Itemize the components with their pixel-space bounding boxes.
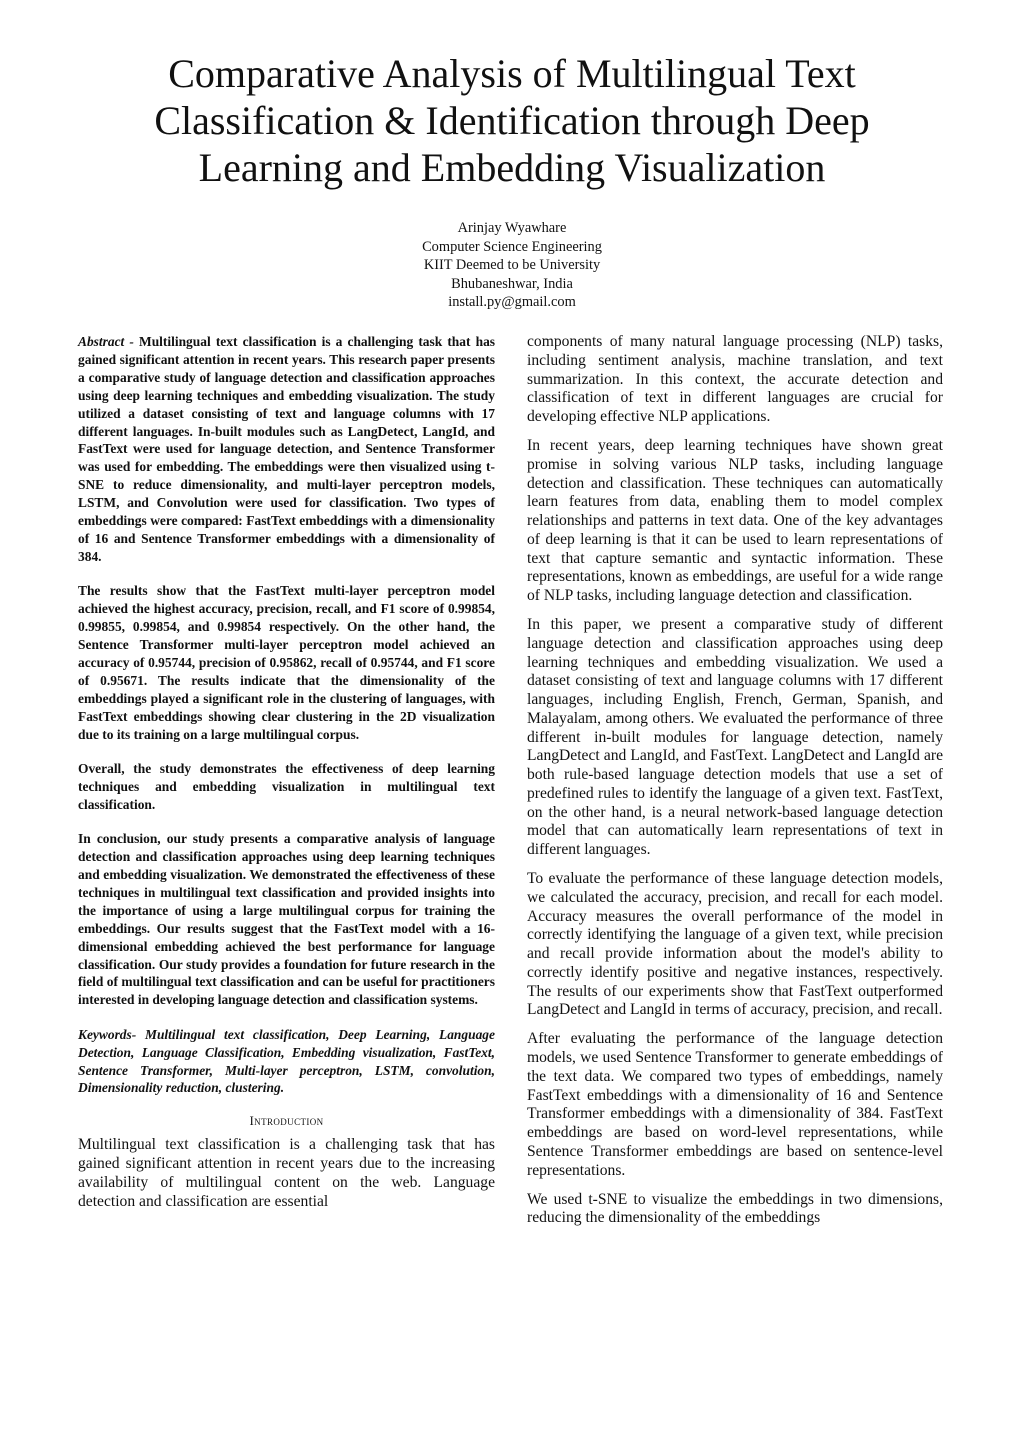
paper-title: Comparative Analysis of Multilingual Text Classification & Identification through Deep Learning and Embedding Visualization	[154, 51, 870, 190]
body-paragraph: In recent years, deep learning techniques have shown great promise in solving various NLP tasks, including language detection and classification. These techniques can automatically learn features from data, enabling them to model complex relationships and patterns in text data. One of the key advantages of deep learning is that it can be used to learn representations of text that capture semantic and syntactic information. These representations, known as embeddings, are useful for a wide range of NLP tasks, including language detection and classification.	[527, 437, 943, 605]
author-email: install.py@gmail.com	[448, 294, 576, 310]
abstract-text: Multilingual text classification is a challenging task that has gained significant attention in recent years. This research paper presents a comparative study of language detection and classification approaches using deep learning techniques and embedding visualization. The study utilized a dataset consisting of text and language columns with 17 different languages. In-built modules such as LangDetect, LangId, and FastText were used for language detection, and Sentence Transformer was used for embedding. The embeddings were then visualized using t-SNE to reduce dimensionality, and multi-layer perceptron models, LSTM, and Convolution were used for classification. Two types of embeddings were compared: FastText embeddings with a dimensionality of 16 and Sentence Transformer embeddings with a dimensionality of 384.	[78, 334, 496, 564]
body-paragraph: We used t-SNE to visualize the embeddings in two dimensions, reducing the dimensionality of the embeddings	[527, 1190, 943, 1227]
section-heading-introduction: Introduction	[249, 1113, 324, 1129]
author-location: Bhubaneshwar, India	[451, 275, 573, 292]
body-paragraph: After evaluating the performance of the language detection models, we used Sentence Transformer to generate embeddings of the text data. We compared two types of embeddings, namely FastText embeddings with a dimensionality of 16 and Sentence Transformer embeddings with a dimensionality of 384. FastText embeddings are based on word-level representations, while Sentence Transformer embeddings are based on sentence-level representations.	[527, 1030, 943, 1179]
body-paragraph: components of many natural language processing (NLP) tasks, including sentiment analysis, machine translation, and text summarization. In this context, the accurate detection and classification of text in different languages are crucial for developing effective NLP applications.	[527, 333, 943, 425]
abstract-paragraph: In conclusion, our study presents a comparative analysis of language detection and classification approaches using deep learning techniques and embedding visualization. We demonstrated the effectiveness of these techniques in multilingual text classification and provided insights into the importance of using a large multilingual corpus for training the embeddings. Our results suggest that the FastText model with a 16-dimensional embedding achieved the best performance for language classification. Our study provides a foundation for future research in the field of multilingual text classification and can be useful for practitioners interested in developing language detection and classification systems.	[78, 831, 495, 1008]
keywords: Keywords- Multilingual text classification, Deep Learning, Language Detection, Language Classification, Embedding visualization, FastText, Sentence Transformer, Multi-layer perceptron, LSTM, convolution, Dimensionality reduction, clustering.	[78, 1026, 495, 1096]
body-paragraph: Multilingual text classification is a challenging task that has gained significant attention in recent years due to the increasing availability of multilingual content on the web. Language detection and classification are essential	[78, 1136, 495, 1210]
author-name: Arinjay Wyawhare	[457, 220, 567, 236]
body-paragraph: In this paper, we present a comparative study of different language detection and classification approaches using deep learning techniques and embedding visualization. We used a dataset consisting of text and language columns with 17 different languages, including English, French, German, Spanish, and Malayalam, among others. We evaluated the performance of three different in-built modules for language detection, namely LangDetect and LangId, and FastText. LangDetect and LangId are both rule-based language detection models that use a set of predefined rules to identify the language of a given text. FastText, on the other hand, is a neural network-based language detection model that can automatically learn representations of text in different languages.	[527, 616, 943, 859]
author-block	[312, 219, 712, 312]
abstract-label: Abstract -	[78, 334, 134, 349]
body-paragraph: To evaluate the performance of these language detection models, we calculated the accuracy, precision, and recall for each model. Accuracy measures the overall performance of the model in correctly identifying the language of a given text, while precision and recall provide information about the model's ability to correctly identify positive and negative instances, respectively. The results of our experiments show that FastText outperformed LangDetect and LangId in terms of accuracy, precision, and recall.	[527, 870, 943, 1019]
right-column	[527, 333, 943, 1239]
author-institution: KIIT Deemed to be University	[423, 257, 601, 273]
left-column	[78, 333, 495, 1221]
abstract-paragraph	[78, 333, 495, 566]
author-department: Computer Science Engineering	[422, 238, 602, 255]
abstract-paragraph: Overall, the study demonstrates the effectiveness of deep learning techniques and embedding visualization in multilingual text classification.	[78, 760, 495, 812]
abstract-paragraph: The results show that the FastText multi-layer perceptron model achieved the highest accuracy, precision, recall, and F1 score of 0.99854, 0.99855, 0.99854, and 0.99854 respectively. On the other hand, the Sentence Transformer multi-layer perceptron model achieved an accuracy of 0.95744, precision of 0.95862, recall of 0.95744, and F1 score of 0.95671. The results indicate that the dimensionality of the embeddings played a significant role in the clustering of languages, with FastText embeddings showing clear clustering in the 2D visualization due to its training on a large multilingual corpus.	[78, 583, 495, 742]
